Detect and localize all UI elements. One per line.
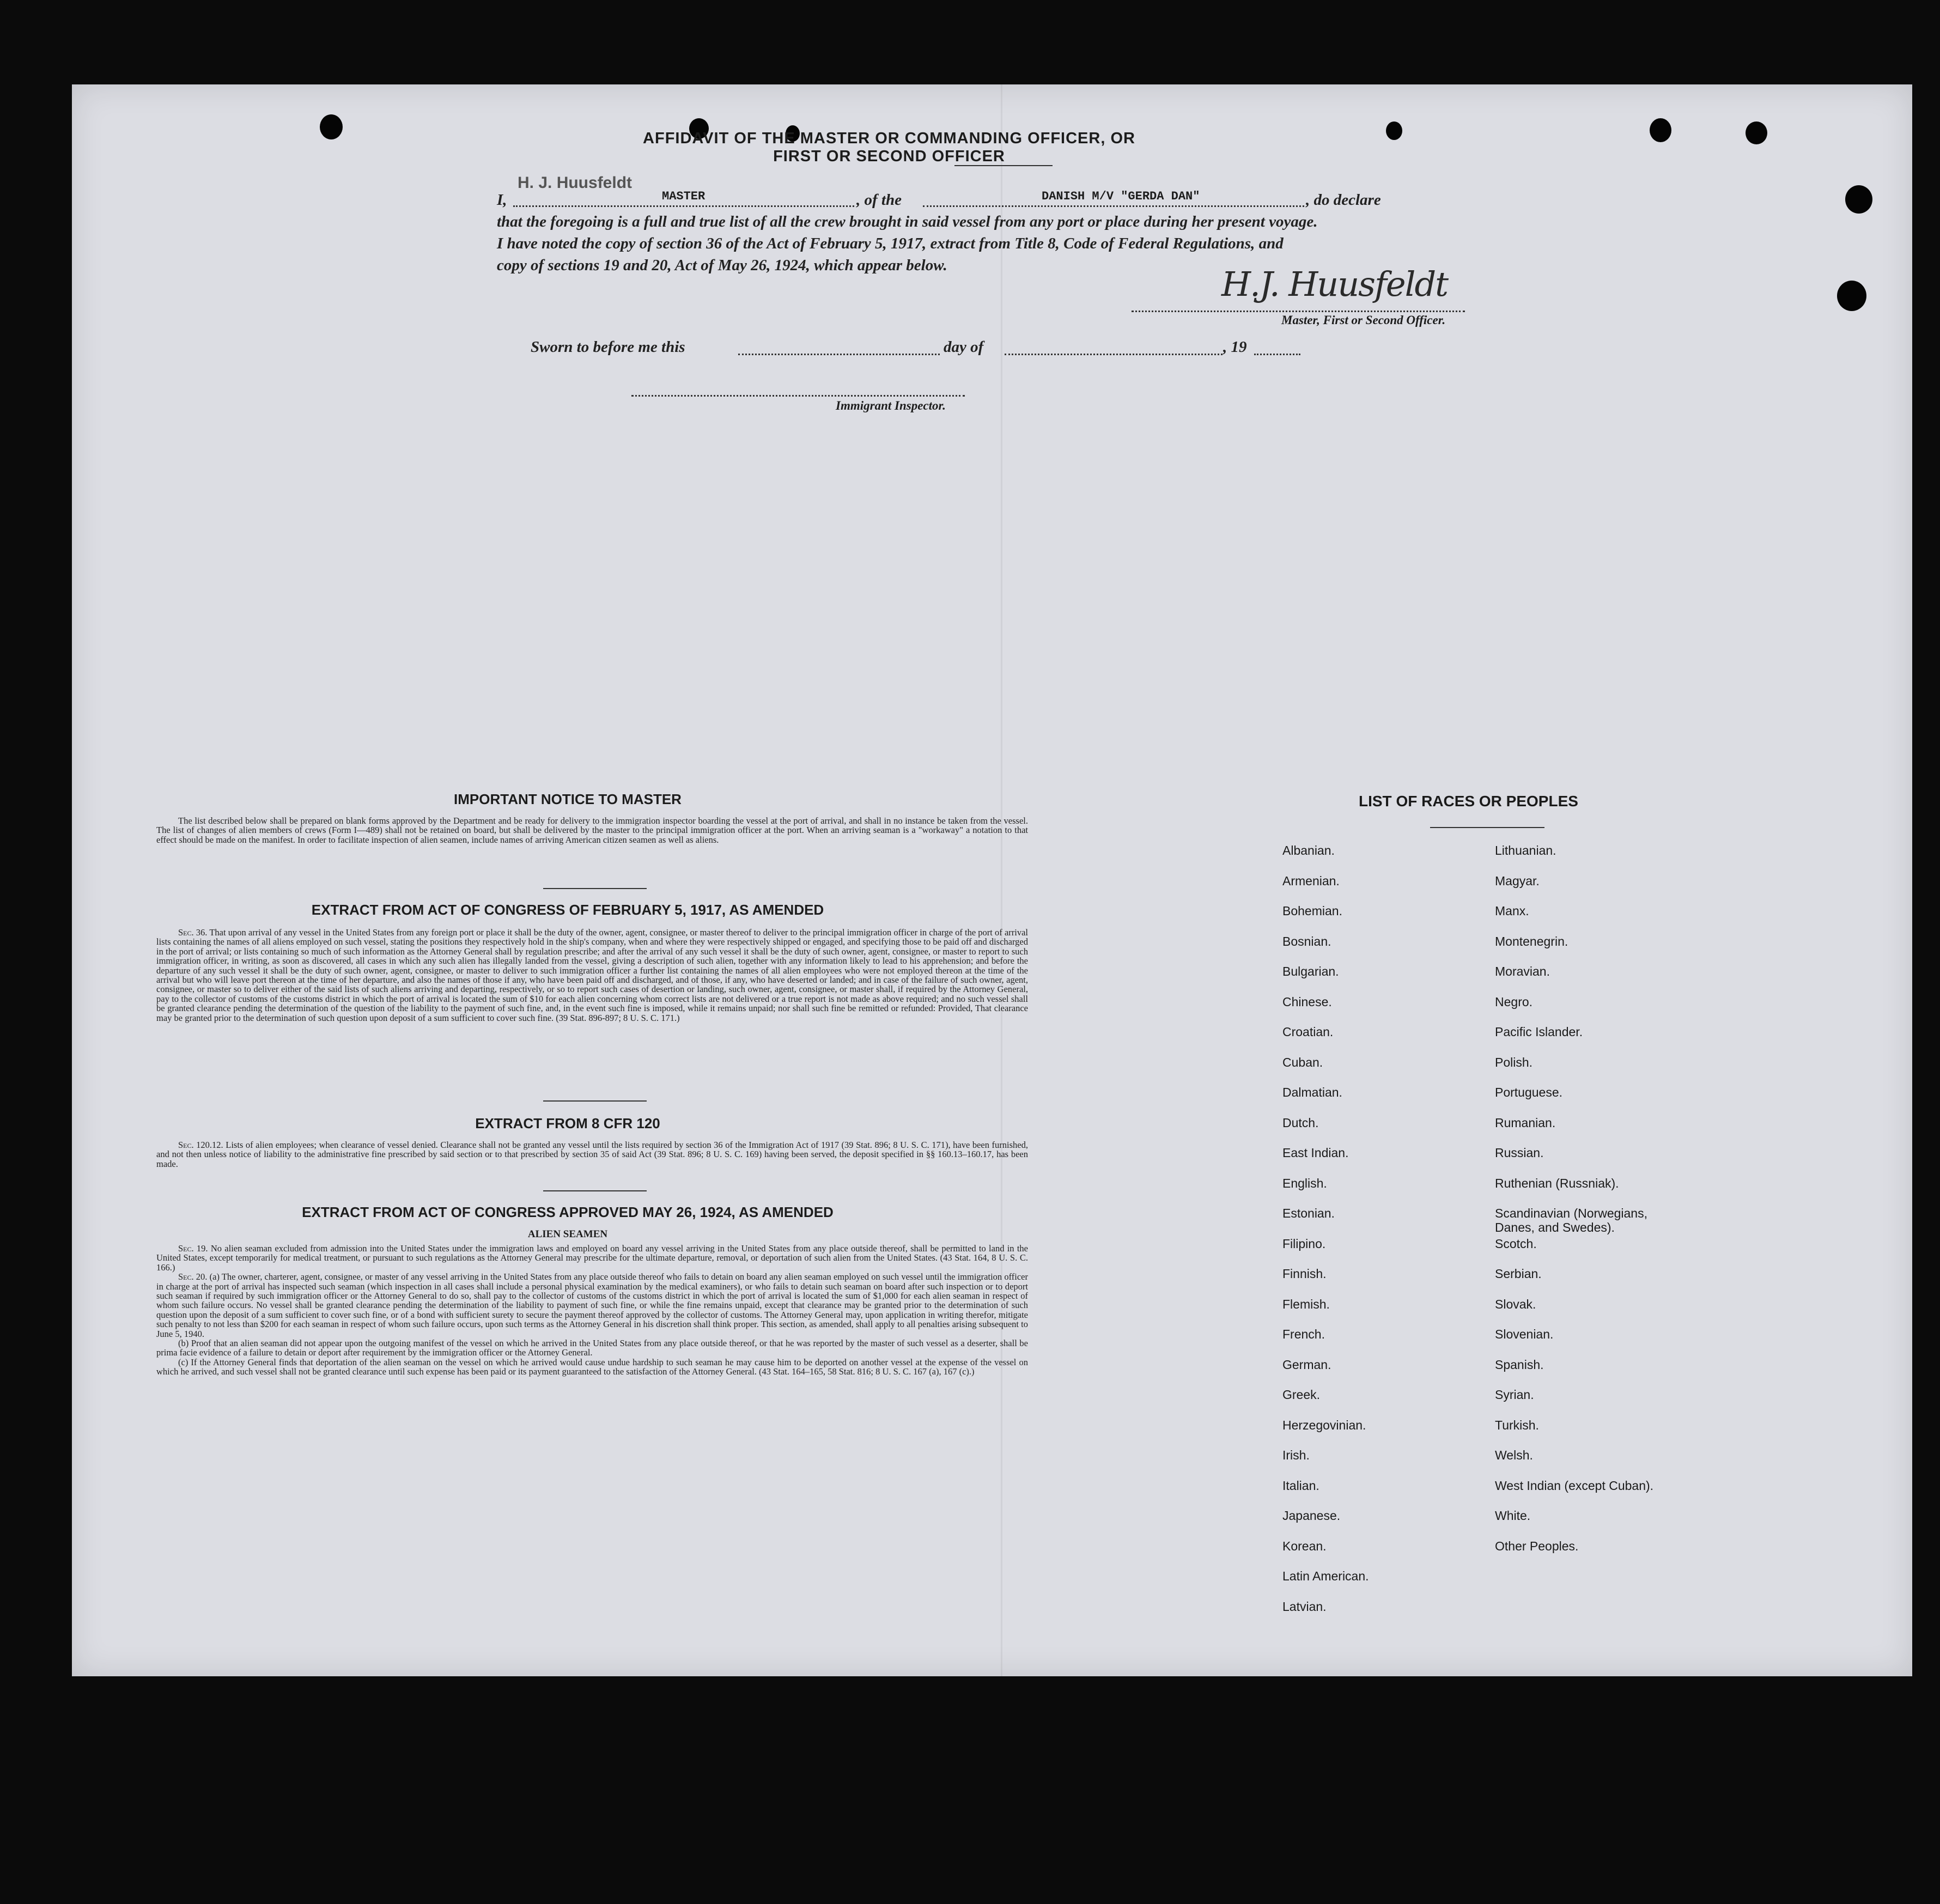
race-item: Croatian. <box>1282 1025 1334 1039</box>
race-item: Negro. <box>1495 994 1533 1009</box>
day-of-label: day of <box>944 338 984 356</box>
race-item: French. <box>1282 1327 1325 1341</box>
vessel-line <box>923 205 1304 207</box>
race-item: Manx. <box>1495 904 1529 918</box>
race-item: Estonian. <box>1282 1206 1335 1220</box>
i-label: I, <box>497 191 507 209</box>
sworn-month-line <box>1005 354 1223 355</box>
capacity-value: MASTER <box>662 190 706 203</box>
sec-19-paragraph <box>156 1244 1028 1272</box>
affidavit-title: AFFIDAVIT OF THE MASTER OR COMMANDING OFFICER, OR FIRST OR SECOND OFFICER <box>643 130 1135 165</box>
page-fold <box>1001 84 1002 1676</box>
master-signature: H.J. Huusfeldt <box>1221 264 1448 304</box>
extract-1917-rule <box>543 1100 647 1102</box>
race-item: Scandinavian (Norwegians, Danes, and Swedes). <box>1495 1206 1647 1234</box>
notice-body: The list described below shall be prepared on blank forms approved by the Department and be ready for delivery to the immigration inspector boarding the vessel at the port of arrival, and shall in no instance be taken from the vessel. The list of changes of alien members of crews (Form I—489) shall not be retained on board, but shall be delivered by the master to the principal immigration officer at the port. When an arriving seaman is a "workaway" a notation to that effect should be made on the manifest. In order to facilitate inspection of alien seamen, include names of arriving American citizen seamen as well as aliens. <box>156 816 1028 845</box>
extract-cfr-title: EXTRACT FROM 8 CFR 120 <box>475 1115 660 1132</box>
race-item: Latvian. <box>1282 1599 1327 1614</box>
sec-20b-paragraph: (b) Proof that an alien seaman did not appear upon the outgoing manifest of the vessel on which he arrived in the United States from any place outside thereof, or that he was reported by the master of such vessel as a deserter, shall be prima facie evidence of a failure to detain or deport after requirement by the immigration officer or the Attorney General. <box>156 1338 1028 1358</box>
do-declare-label: , do declare <box>1306 191 1381 209</box>
title-rule <box>954 165 1053 166</box>
race-item: Slovak. <box>1495 1297 1536 1311</box>
extract-1924-title: EXTRACT FROM ACT OF CONGRESS APPROVED MAY 26, 1924, AS AMENDED <box>302 1204 834 1220</box>
punch-hole <box>1386 121 1402 140</box>
race-item: Irish. <box>1282 1448 1310 1462</box>
alien-seamen-subtitle: ALIEN SEAMEN <box>527 1228 608 1240</box>
race-item: Korean. <box>1282 1538 1327 1553</box>
notice-rule <box>543 888 647 889</box>
race-item: Other Peoples. <box>1495 1538 1579 1553</box>
race-item: Moravian. <box>1495 964 1550 978</box>
race-item: Latin American. <box>1282 1569 1369 1583</box>
extract-cfr-text <box>156 1140 1028 1169</box>
sec-20a-paragraph <box>156 1272 1028 1339</box>
race-item: West Indian (except Cuban). <box>1495 1478 1654 1493</box>
race-item: Dalmatian. <box>1282 1085 1342 1099</box>
race-item: Bosnian. <box>1282 934 1331 948</box>
notice-text <box>156 816 1028 844</box>
notice-title: IMPORTANT NOTICE TO MASTER <box>454 791 682 807</box>
race-item: Flemish. <box>1282 1297 1330 1311</box>
inspector-caption: Immigrant Inspector. <box>836 399 946 412</box>
race-item: Scotch. <box>1495 1236 1537 1251</box>
sec-120-body: Lists of alien employees; when clearance of vessel denied. Clearance shall not be granted any vessel until the lists required by section 36 of the Immigration Act of 1917 (39 Stat. 896; 8 U. S. C. 171), have been furnished, and not then unless notice of liability to the administrative fine prescribed by said section or to that prescribed by section 35 of said Act (39 Stat. 896; 8 U. S. C. 169) having been served, the deposit specified in §§ 160.13–160.17, has been made. <box>156 1140 1028 1169</box>
sec-120-label: Sec. 120.12. <box>178 1140 223 1150</box>
punch-hole <box>1650 118 1671 142</box>
of-the-label: , of the <box>856 191 902 209</box>
sec-20c-paragraph: (c) If the Attorney General finds that deportation of the alien seaman on the vessel on which he arrived would cause undue hardship to such seaman he may cause him to be deported on another vessel at the expense of the vessel on which he arrived, and such vessel shall not be granted clearance until such expense has been paid or its payment guaranteed to the satisfaction of the Attorney General. (43 Stat. 164–165, 58 Stat. 816; 8 U. S. C. 167 (a), 167 (c).) <box>156 1356 1028 1377</box>
sworn-day-line <box>738 354 940 355</box>
year-prefix: , 19 <box>1223 338 1247 356</box>
race-item: Japanese. <box>1282 1508 1341 1523</box>
race-item: Turkish. <box>1495 1418 1539 1432</box>
race-item: Albanian. <box>1282 843 1335 857</box>
race-item: Montenegrin. <box>1495 934 1568 948</box>
signature-line <box>1132 311 1465 312</box>
punch-hole <box>320 114 343 139</box>
race-item: Magyar. <box>1495 873 1540 888</box>
races-title-rule <box>1430 827 1544 828</box>
affidavit-line-4: copy of sections 19 and 20, Act of May 26, 1924, which appear below. <box>497 257 947 274</box>
extract-1924-text <box>156 1244 1028 1377</box>
race-item: Syrian. <box>1495 1388 1534 1402</box>
affidavit-line-2: that the foregoing is a full and true list of all the crew brought in said vessel from any port or place during her present voyage. <box>497 213 1318 230</box>
sec-19-label: Sec. 19. <box>178 1243 208 1254</box>
race-item: East Indian. <box>1282 1146 1349 1160</box>
race-item: Russian. <box>1495 1146 1544 1160</box>
race-item: Ruthenian (Russniak). <box>1495 1176 1619 1190</box>
signature-caption: Master, First or Second Officer. <box>1281 313 1446 327</box>
sworn-label: Sworn to before me this <box>531 338 685 356</box>
sec-36-body: That upon arrival of any vessel in the United States from any foreign port or place it shall be the duty of the owner, agent, consignee, or master thereof to deliver to the principal immigration officer in charge of the port of arrival lists containing the names of all aliens employed on such vessel, stating the positions they respectively hold in the ship's company, when and where they were respectively shipped or engaged, and specifying those to be paid off and discharged in the port of arrival; or lists containing so much of such information as the Attorney General shall by regulation prescribe; and after the arrival of any such vessel it shall be the duty of such owner, agent, consignee, or master to report to such immigration officer, in writing, as soon as discovered, all cases in which any such alien has illegally landed from the vessel, giving a description of such alien, together with any information likely to lead to his apprehension; and before the departure of any such vessel it shall be the duty of such owner, agent, consignee, or master to deliver to such immigration officer a further list containing the names of all alien employees who were not employed thereon at the time of the arrival but who will leave port thereon at the time of her departure, and also the names of those if any, who have been paid off and discharged, and of those, if any, who have deserted or landed; and in case of the failure of such owner, agent, consignee, or master so to deliver either of the said lists of such aliens arriving and departing, respectively, or so to report such cases of desertion or landing, such owner, agent, consignee, or master shall, if required by the Attorney General, pay to the collector of customs of the customs district in which the port of arrival is located the sum of $10 for each alien concerning whom correct lists are not delivered or a true report is not made as above required; and no such vessel shall be granted clearance pending the determination of the question of the liability to the payment of such fine, and, in the event such fine is imposed, while it remains unpaid; nor shall such fine be remitted or refunded: Provided, That clearance may be granted prior to the determination of such question upon deposit of a sum sufficient to cover such fine. (39 Stat. 896-897; 8 U. S. C. 171.) <box>156 927 1029 1023</box>
race-item: Bohemian. <box>1282 904 1342 918</box>
punch-hole <box>1837 281 1866 311</box>
race-item: Cuban. <box>1282 1055 1323 1069</box>
extract-1917-title: EXTRACT FROM ACT OF CONGRESS OF FEBRUARY 5, 1917, AS AMENDED <box>311 902 824 918</box>
punch-hole <box>1746 121 1767 144</box>
races-title: LIST OF RACES OR PEOPLES <box>1359 793 1578 810</box>
race-item: Polish. <box>1495 1055 1533 1069</box>
race-item: White. <box>1495 1508 1531 1523</box>
vessel-value: DANISH M/V "GERDA DAN" <box>1042 190 1200 203</box>
race-item: Welsh. <box>1495 1448 1533 1462</box>
race-item: Filipino. <box>1282 1236 1326 1251</box>
sec-36-label: Sec. 36. <box>178 927 208 938</box>
race-item: Pacific Islander. <box>1495 1025 1583 1039</box>
race-item: Slovenian. <box>1495 1327 1554 1341</box>
sworn-year-line <box>1254 354 1300 355</box>
sec-20a-body: (a) The owner, charterer, agent, consignee, or master of any vessel arriving in the United States from any place outside thereof who fails to detain on board any alien seaman employed on such vessel until the immigration officer in charge at the port of arrival has inspected such seaman (which inspection in all cases shall include a personal physical examination by the medical examiners), or who fails to detain such seaman on board after such inspection or to deport such seaman if required by such immigration officer or the Attorney General to do so, shall pay to the collector of customs of the customs district in which the port of arrival is located the sum of $1,000 for each alien seaman in respect of whom such failure occurs. No vessel shall be granted clearance pending the determination of the liability to payment of such fine, or while the fine remains unpaid, except that clearance may be granted prior to the determination of such question upon the deposit of a sum sufficient to cover such fine, or of a bond with sufficient surety to secure the payment thereof approved by the collector of customs. The Attorney General may, upon application in writing therefor, mitigate such penalty to not less than $200 for each seaman in respect of whom such failure occurs, upon such terms as the Attorney General in his discretion shall think proper. This section, as amended, shall apply to all penalties arising subsequent to June 5, 1940. <box>156 1272 1028 1339</box>
race-item: Bulgarian. <box>1282 964 1339 978</box>
race-item: Lithuanian. <box>1495 843 1556 857</box>
race-item: Dutch. <box>1282 1115 1319 1130</box>
affidavit-line-3: I have noted the copy of section 36 of the Act of February 5, 1917, extract from Title 8, Code of Federal Regulations, and <box>497 235 1284 252</box>
inspector-line <box>631 395 965 397</box>
race-item: Portuguese. <box>1495 1085 1563 1099</box>
race-item: German. <box>1282 1357 1331 1372</box>
capacity-line <box>513 205 854 207</box>
sec-19-body: No alien seaman excluded from admission into the United States under the immigration laws and employed on board any vessel arriving in the United States from any place outside thereof, shall be permitted to land in the United States, except temporarily for medical treatment, or pursuant to such regulations as the Attorney General may prescribe for the ultimate departure, removal, or deportation of such alien from the United States. (43 Stat. 164, 8 U. S. C. 166.) <box>156 1243 1029 1273</box>
extract-1917-text <box>156 928 1028 1023</box>
race-item: Rumanian. <box>1495 1115 1556 1130</box>
stamped-name: H. J. Huusfeldt <box>518 174 633 192</box>
race-item: Greek. <box>1282 1388 1321 1402</box>
race-item: Armenian. <box>1282 873 1340 888</box>
sec-20-label: Sec. 20. <box>178 1272 208 1282</box>
race-item: Italian. <box>1282 1478 1319 1493</box>
document-page <box>72 84 1912 1676</box>
race-item: Herzegovinian. <box>1282 1418 1366 1432</box>
race-item: Serbian. <box>1495 1267 1542 1281</box>
race-item: Spanish. <box>1495 1357 1544 1372</box>
race-item: Finnish. <box>1282 1267 1327 1281</box>
race-item: Chinese. <box>1282 994 1332 1009</box>
race-item: English. <box>1282 1176 1327 1190</box>
punch-hole <box>1845 185 1872 214</box>
extract-cfr-rule <box>543 1190 647 1191</box>
